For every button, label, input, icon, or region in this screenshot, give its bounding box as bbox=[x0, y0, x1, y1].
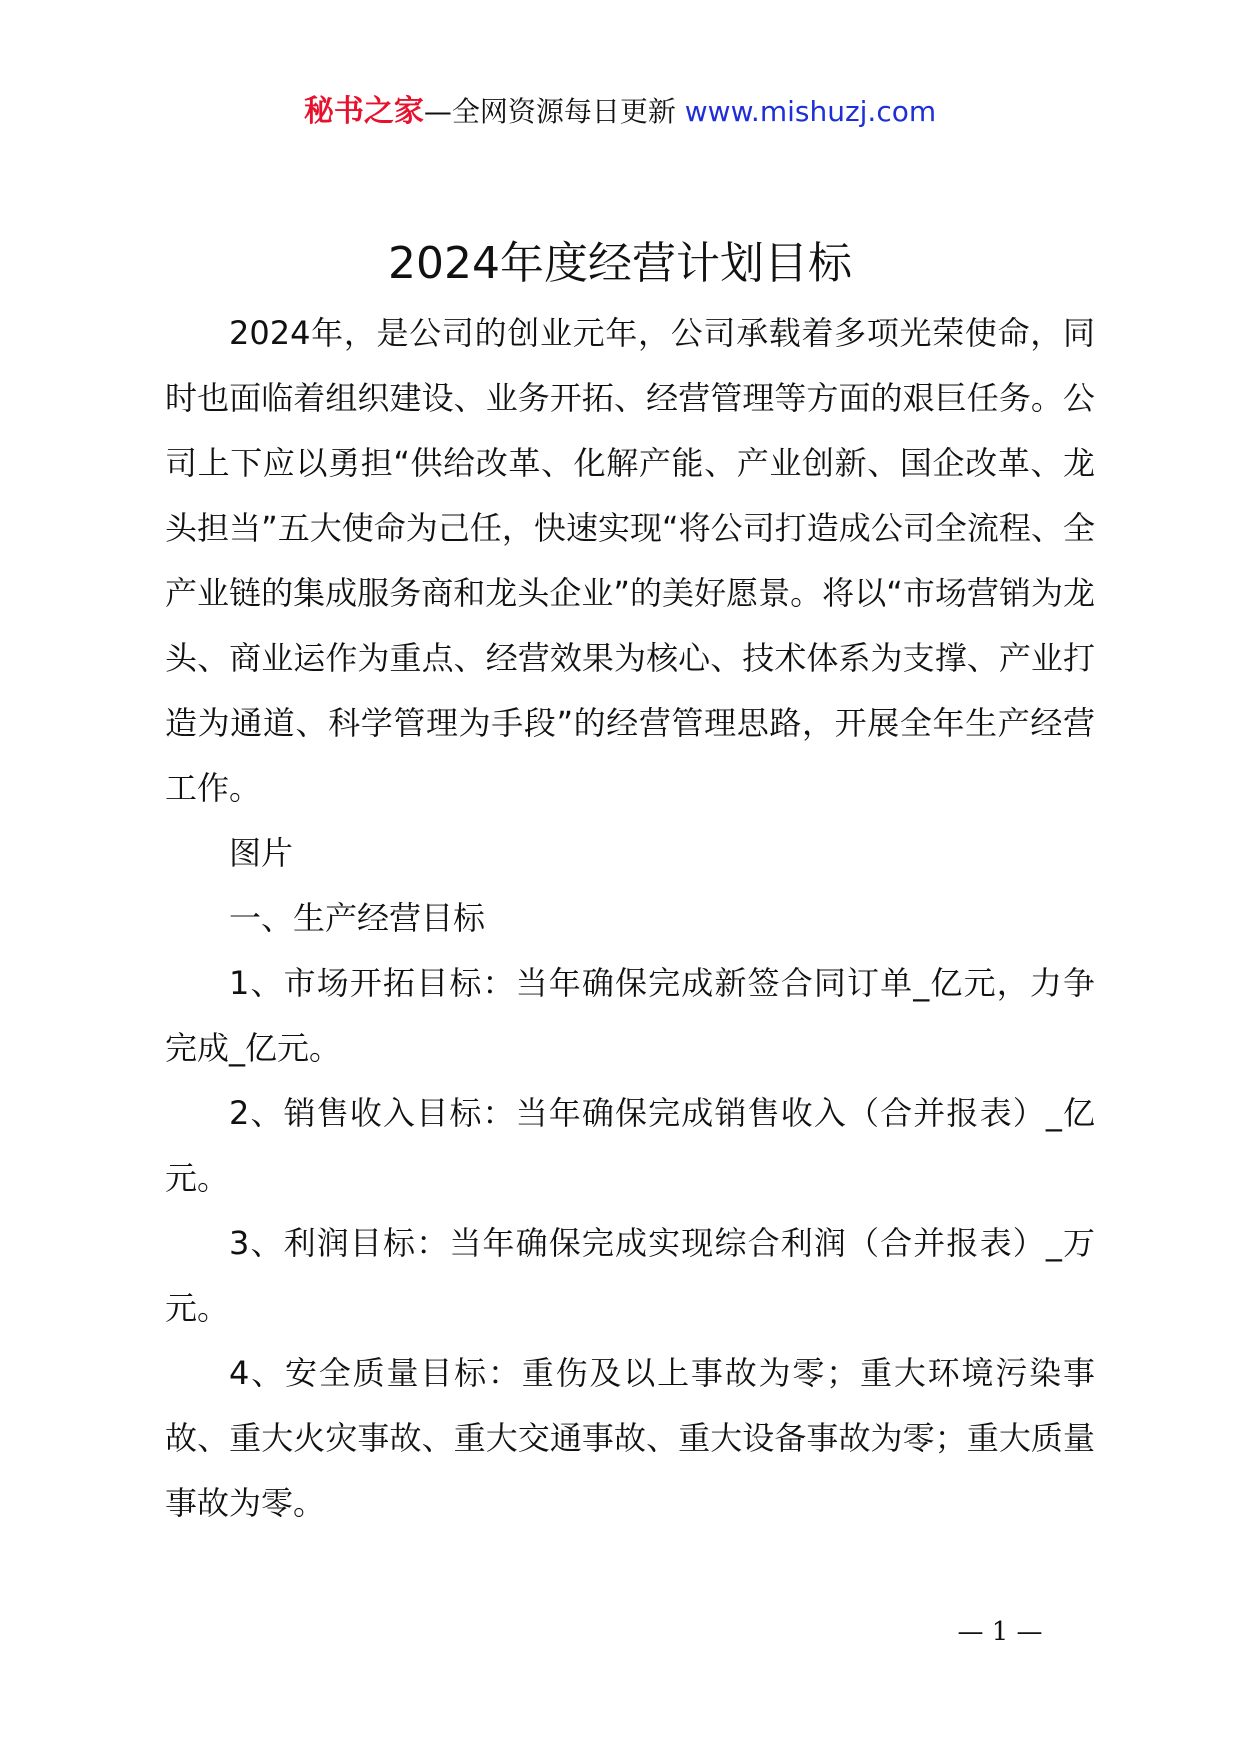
page-number: — 1 — bbox=[957, 1617, 1043, 1647]
document-title: 2024年度经营计划目标 bbox=[388, 238, 852, 289]
image-placeholder-text: 图片 bbox=[229, 834, 294, 872]
intro-paragraph: 2024年，是公司的创业元年，公司承载着多项光荣使命，同时也面临着组织建设、业务开拓、经营管理等方面的艰巨任务。公司上下应以勇担“供给改革、化解产能、产业创新、国企改革、龙头担当”五大使命为己任，快速实现“将公司打造成公司全流程、全产业链的集成服务商和龙头企业”的美好愿景。将以“市场营销为龙头、商业运作为重点、经营效果为核心、技术体系为支撑、产业打造为通道、科学管理为手段”的经营管理思路，开展全年生产经营工作。 bbox=[165, 314, 1095, 807]
document-body bbox=[165, 301, 1095, 1536]
goal-item-safety: 4、安全质量目标：重伤及以上事故为零；重大环境污染事故、重大火灾事故、重大交通事故、重大设备事故为零；重大质量事故为零。 bbox=[165, 1354, 1095, 1522]
brand-name: 秘书之家 bbox=[303, 94, 424, 129]
goal-item-profit: 3、利润目标：当年确保完成实现综合利润（合并报表）_万元。 bbox=[165, 1224, 1095, 1327]
site-url-link[interactable]: www.mishuzj.com bbox=[684, 95, 937, 128]
site-tagline: —全网资源每日更新 bbox=[423, 95, 676, 128]
goal-item-market: 1、市场开拓目标：当年确保完成新签合同订单_亿元，力争完成_亿元。 bbox=[165, 964, 1095, 1067]
site-header bbox=[0, 92, 1240, 132]
section-heading: 一、生产经营目标 bbox=[229, 899, 486, 937]
goal-item-sales: 2、销售收入目标：当年确保完成销售收入（合并报表）_亿元。 bbox=[165, 1094, 1095, 1197]
